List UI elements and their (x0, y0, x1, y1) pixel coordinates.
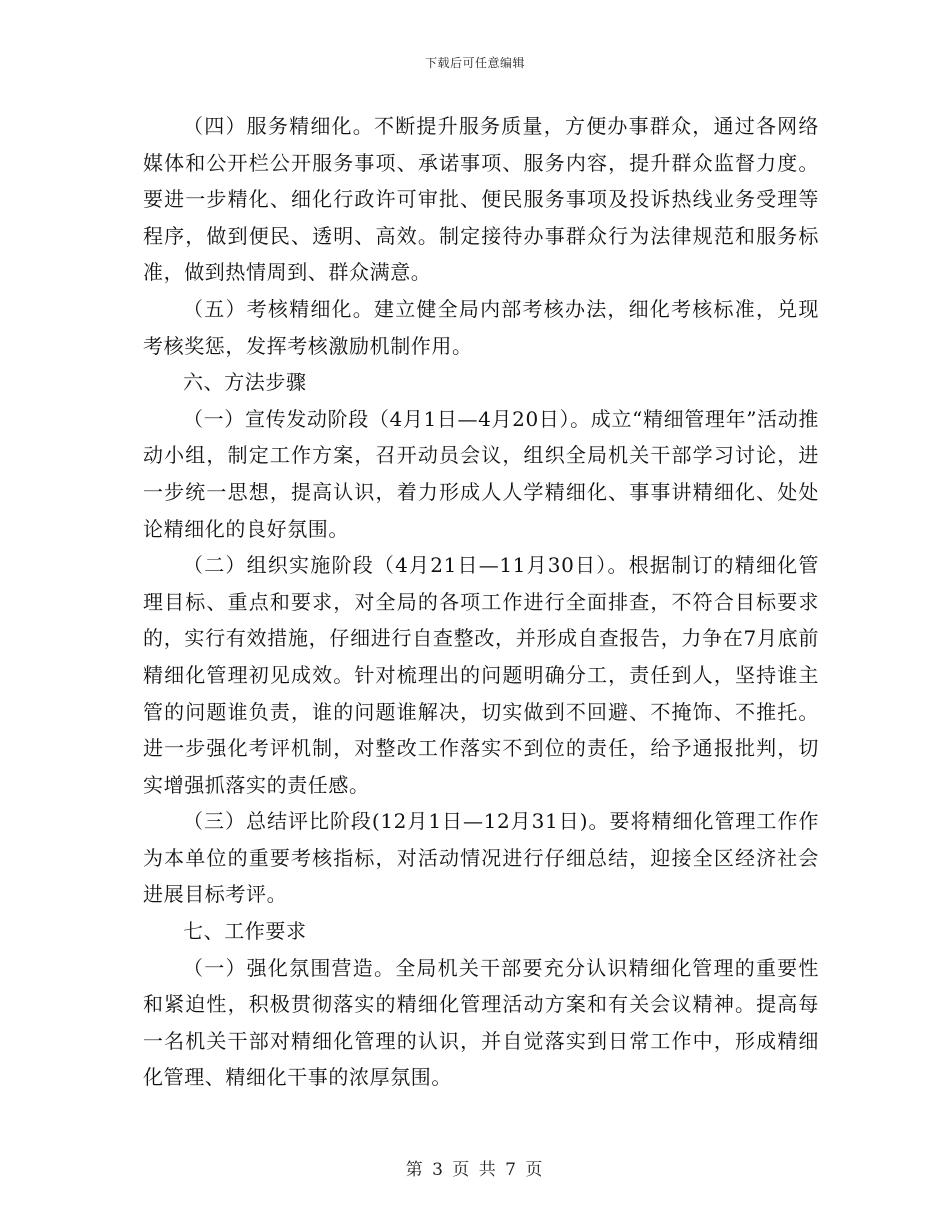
section-heading-requirements: 七、工作要求 (183, 919, 307, 944)
page-number-footer: 第 3 页 共 7 页 (405, 1160, 545, 1180)
paragraph-publicity-stage: （一）宣传发动阶段（4月1日—4月20日）。成立“精细管理年”活动推动小组，制定工作方案，召开动员会议，组织全局机关干部学习讨论，进一步统一思想，提高认识，着力形成人人学精细化、事事讲精细化、处处论精细化的良好氛围。 (143, 406, 819, 541)
document-body (143, 108, 819, 1096)
paragraph-summary-stage: （三）总结评比阶段(12月1日—12月31日)。要将精细化管理工作作为本单位的重要考核指标，对活动情况进行仔细总结，迎接全区经济社会进展目标考评。 (143, 809, 819, 907)
page-header-note: 下载后可任意编辑 (424, 56, 525, 70)
section-heading-methods: 六、方法步骤 (183, 370, 307, 395)
paragraph-implementation-stage: （二）组织实施阶段（4月21日—11月30日）。根据制订的精细化管理目标、重点和要求，对全局的各项工作进行全面排查，不符合目标要求的，实行有效措施，仔细进行自查整改，并形成自查报告，力争在7月底前精细化管理初见成效。针对梳理出的问题明确分工，责任到人，坚持谁主管的问题谁负责，谁的问题谁解决，切实做到不回避、不掩饰、不推托。进一步强化考评机制，对整改工作落实不到位的责任，给予通报批判，切实增强抓落实的责任感。 (143, 553, 819, 797)
paragraph-service-refinement: （四）服务精细化。不断提升服务质量，方便办事群众，通过各网络媒体和公开栏公开服务事项、承诺事项、服务内容，提升群众监督力度。要进一步精化、细化行政许可审批、便民服务事项及投诉热线业务受理等程序，做到便民、透明、高效。制定接待办事群众行为法律规范和服务标准，做到热情周到、群众满意。 (143, 114, 819, 285)
paragraph-assessment-refinement: （五）考核精细化。建立健全局内部考核办法，细化考核标准，兑现考核奖惩，发挥考核激励机制作用。 (143, 296, 819, 358)
paragraph-atmosphere: （一）强化氛围营造。全局机关干部要充分认识精细化管理的重要性和紧迫性，积极贯彻落实的精细化管理活动方案和有关会议精神。提高每一名机关干部对精细化管理的认识，并自觉落实到日常工作中，形成精细化管理、精细化干事的浓厚氛围。 (143, 955, 819, 1090)
